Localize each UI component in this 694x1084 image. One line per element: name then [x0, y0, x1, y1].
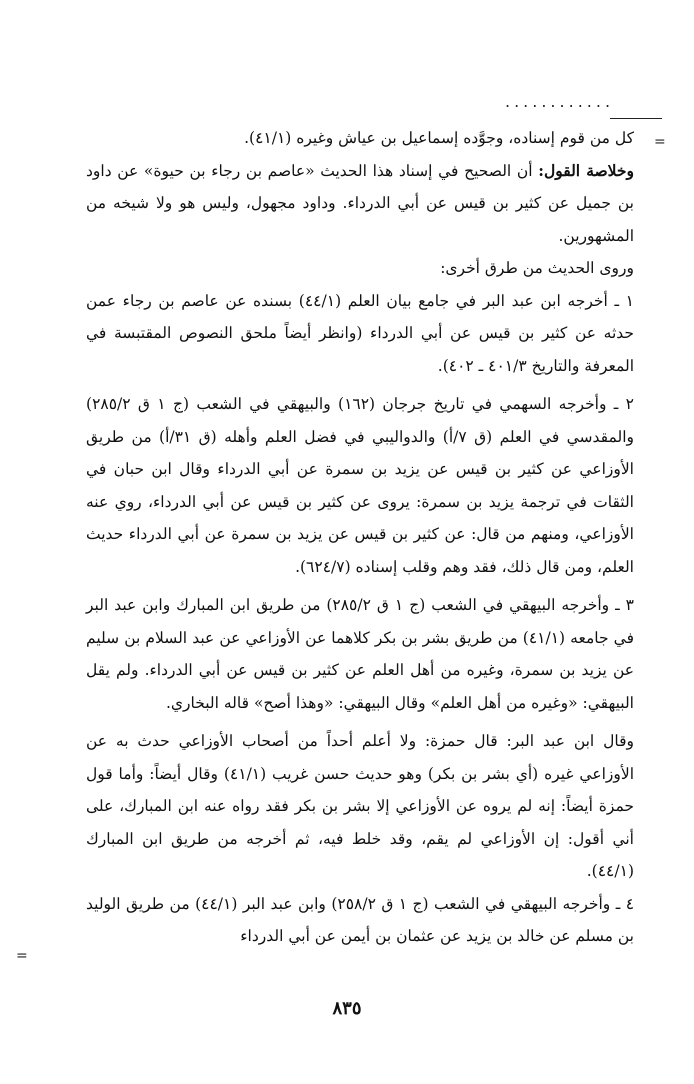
paragraph-continuation: كل من قوم إسناده، وجوَّده إسماعيل بن عياش وغيره (٤١/١).	[244, 129, 634, 147]
continuation-marker-bottom: =	[16, 948, 28, 964]
paragraph-conclusion	[86, 155, 634, 253]
conclusion-text: أن الصحيح في إسناد هذا الحديث «عاصم بن رجاء بن حيوة» عن داود بن جميل عن كثير بن قيس عن أبي الدرداء. وداود مجهول، وليس هو ولا شيخه من المشهورين.	[86, 161, 634, 245]
page-body	[86, 122, 634, 953]
list-item-3: ٣ ـ وأخرجه البيهقي في الشعب (ج ١ ق ٢٨٥/٢) من طريق ابن المبارك وابن عبد البر في جامعه (٤١/١) من طريق بشر بن بكر كلاهما عن الأوزاعي عن عبد السلام بن سليم عن يزيد بن سمرة، وغيره من أهل العلم عن كثير بن قيس عن أبي الدرداء. ولم يقل البيهقي: «وغيره من أهل العلم» وقال البيهقي: «وهذا أصح» قاله البخاري.	[86, 596, 634, 712]
header-rule	[610, 118, 662, 119]
list-item-2: ٢ ـ وأخرجه السهمي في تاريخ جرجان (١٦٢) والبيهقي في الشعب (ج ١ ق ٢٨٥/٢) والمقدسي في العلم (ق ٧/أ) والدواليبي في فضل العلم وأهله (ق ٣١/أ) من طريق الأوزاعي عن كثير بن قيس عن يزيد بن سمرة عن أبي الدرداء وقال ابن حبان في الثقات في ترجمة يزيد بن سمرة: يروى عن كثير بن قيس عن أبي الدرداء، روي عنه الأوزاعي، ومنهم من قال: عن كثير بن قيس عن يزيد بن سمرة عن أبي الدرداء حديث العلم، ومن قال ذلك، فقد وهم وقلب إسناده (٦٢٤/٧).	[86, 395, 634, 576]
paragraph-other-routes: وروى الحديث من طرق أخرى:	[440, 259, 634, 277]
page-number: ٨٣٥	[332, 998, 362, 1019]
continuation-marker-top: =	[654, 134, 666, 150]
list-item-1: ١ ـ أخرجه ابن عبد البر في جامع بيان العلم (٤٤/١) بسنده عن عاصم بن رجاء عمن حدثه عن كثير بن قيس عن أبي الدرداء (وانظر أيضاً ملحق النصوص المقتبسة في المعرفة والتاريخ ٤٠١/٣ ـ ٤٠٢).	[86, 291, 634, 375]
header-dots: ............	[505, 92, 615, 111]
paragraph-ibn-abd-al-barr: وقال ابن عبد البر: قال حمزة: ولا أعلم أحداً من أصحاب الأوزاعي حدث به عن الأوزاعي غيره (أي بشر بن بكر) وهو حديث حسن غريب (٤١/١) وقال أيضاً: وأما قول حمزة أيضاً: إنه لم يروه عن الأوزاعي إلا بشر بن بكر فقد رواه عنه ابن المبارك، على أني أقول: إن الأوزاعي لم يقم، وقد خلط فيه، ثم أخرجه من طريق ابن المبارك (٤٤/١).	[86, 732, 635, 880]
list-item-4: ٤ ـ وأخرجه البيهقي في الشعب (ج ١ ق ٢٥٨/٢) وابن عبد البر (٤٤/١) من طريق الوليد بن مسلم عن خالد بن يزيد عن عثمان بن أيمن عن أبي الدرداء	[86, 894, 635, 945]
conclusion-heading: وخلاصة القول:	[538, 160, 634, 180]
